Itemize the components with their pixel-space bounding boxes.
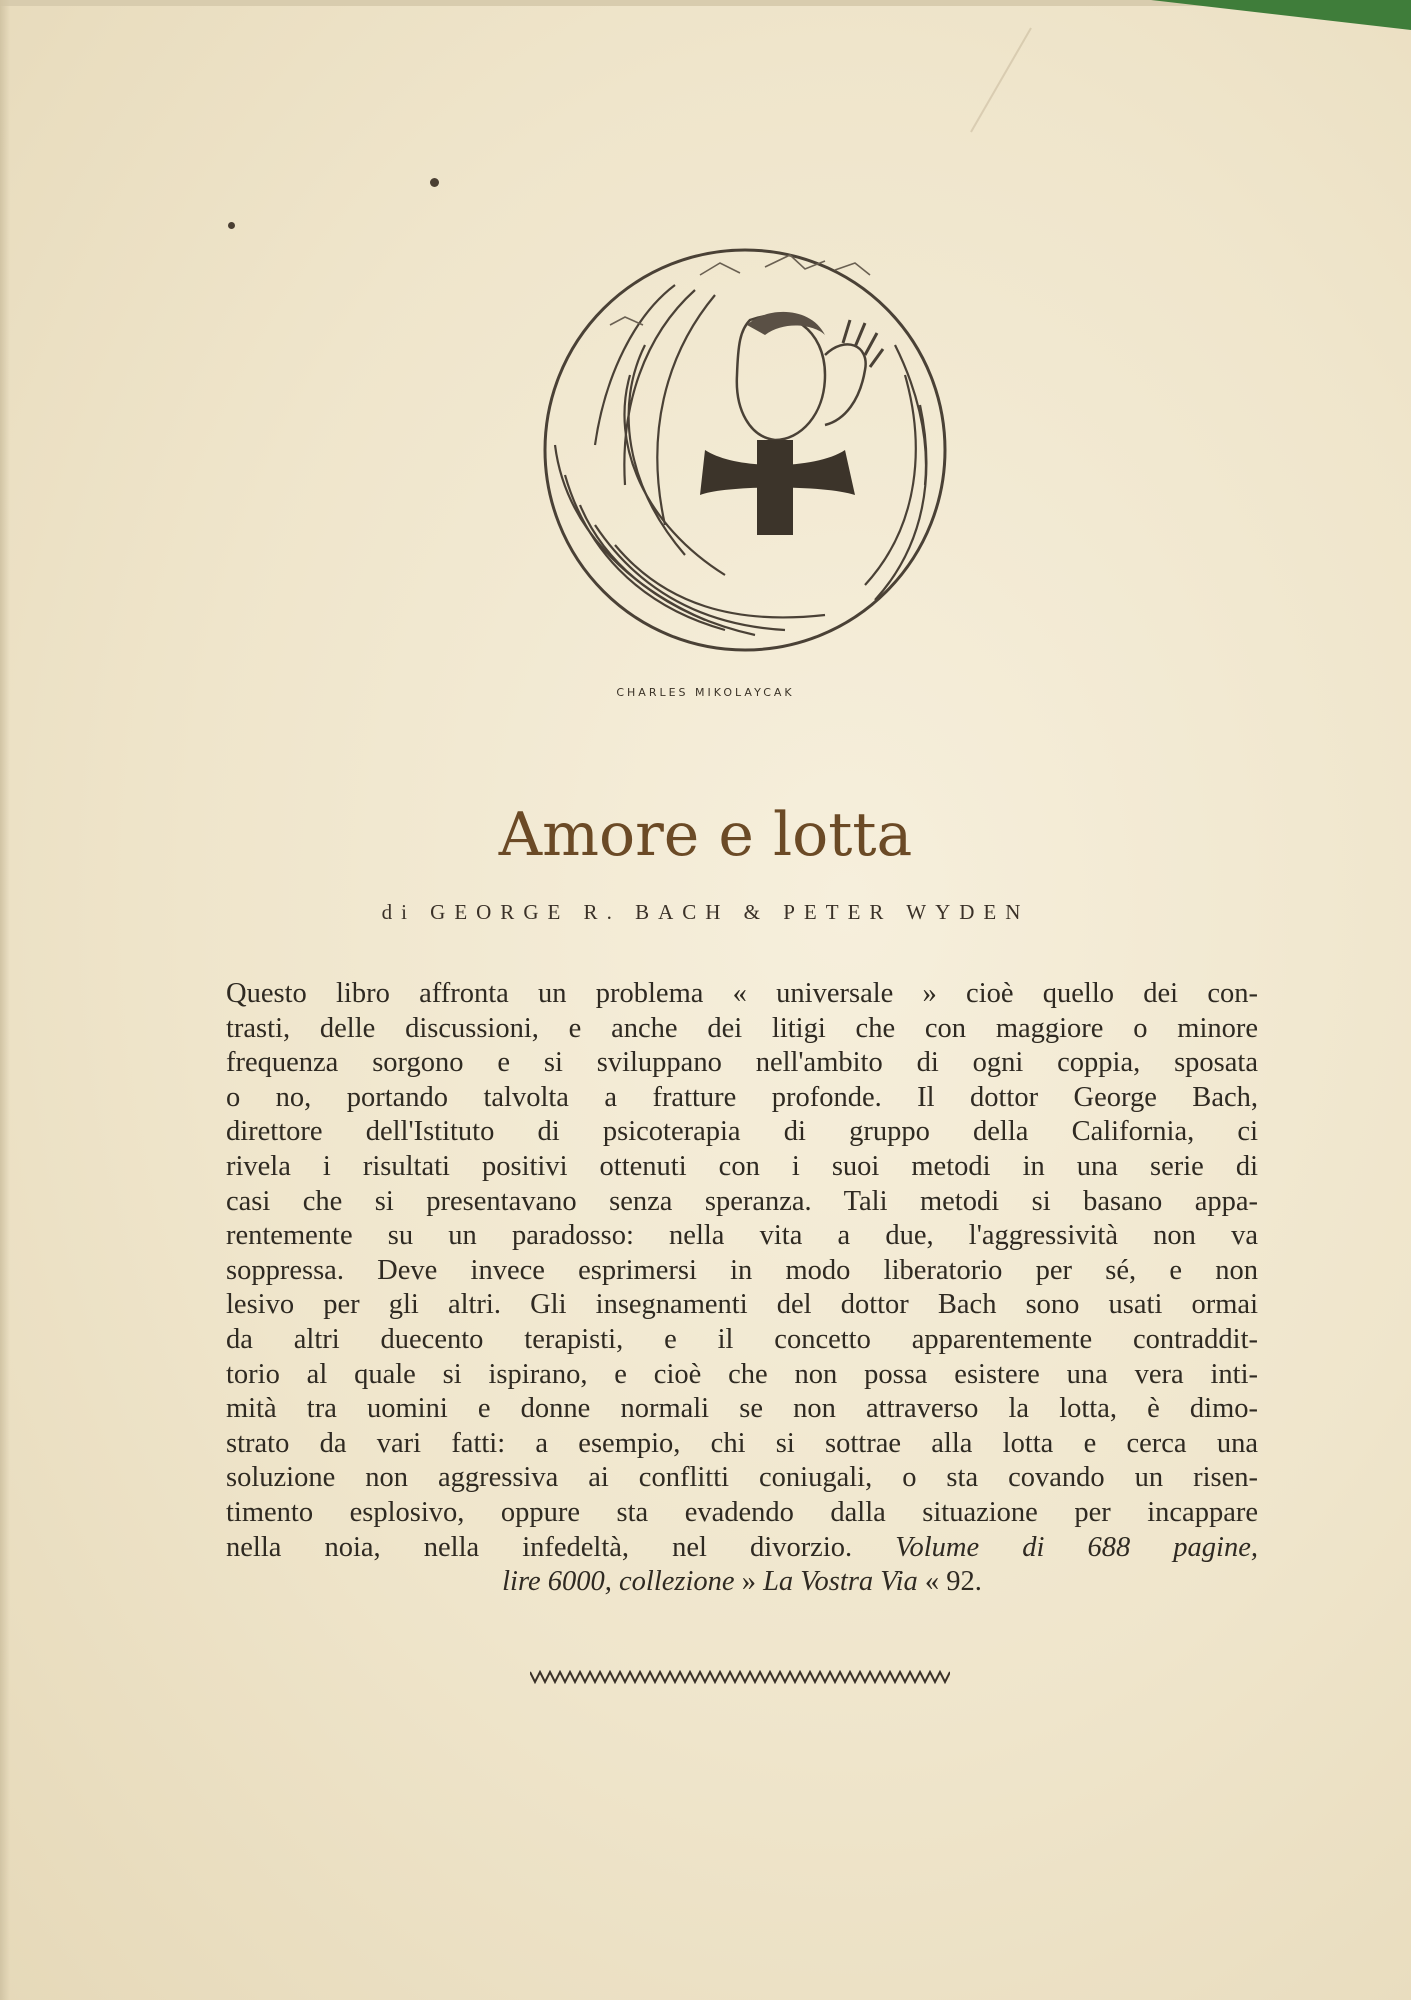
illustrator-credit: CHARLES MIKOLAYCAK: [616, 686, 795, 699]
description-line: [226, 1531, 1258, 1566]
torn-corner: [1151, 0, 1411, 30]
book-authors: di GEORGE R. BACH & PETER WYDEN: [381, 900, 1030, 924]
description-line: mità tra uomini e donne normali se non attraverso la lotta, è dimo-: [226, 1393, 1258, 1425]
embracing-couple-illustration-icon: [525, 225, 965, 665]
description-line: [226, 1565, 1258, 1600]
book-description: [226, 977, 1258, 1600]
description-line: o no, portando talvolta a fratture profonde. Il dottor George Bach,: [226, 1081, 1258, 1113]
description-line: direttore dell'Istituto di psicoterapia di gruppo della California, ci: [226, 1116, 1258, 1148]
collection-name: La Vostra Via: [763, 1566, 918, 1598]
description-line: torio al quale si ispirano, e cioè che non possa esistere una vera inti-: [226, 1358, 1258, 1390]
book-title: Amore e lotta: [498, 800, 913, 870]
description-line: lesivo per gli altri. Gli insegnamenti del dottor Bach sono usati ormai: [226, 1289, 1258, 1321]
description-text: nella noia, nella infedeltà, nel divorzio.: [226, 1531, 896, 1563]
ink-spot: [430, 178, 439, 187]
publication-price: lire 6000, collezione: [502, 1566, 735, 1598]
description-line: timento esplosivo, oppure sta evadendo dalla situazione per incappare: [226, 1496, 1258, 1528]
quote-mark: »: [734, 1566, 764, 1598]
description-line: casi che si presentavano senza speranza. Tali metodi si basano appa-: [226, 1185, 1258, 1217]
ink-spot: [228, 222, 235, 229]
zigzag-ornament-rule-icon: [530, 1670, 950, 1684]
paper-crease: [970, 28, 1032, 133]
left-edge-shadow: [0, 0, 10, 2000]
description-line: rivela i risultati positivi ottenuti con i suoi metodi in una serie di: [226, 1150, 1258, 1182]
description-line: da altri duecento terapisti, e il concetto apparentemente contraddit-: [226, 1323, 1258, 1355]
description-line: strato da vari fatti: a esempio, chi si sottrae alla lotta e cerca una: [226, 1427, 1258, 1459]
description-line: soluzione non aggressiva ai conflitti coniugali, o sta covando un risen-: [226, 1462, 1258, 1494]
collection-number: « 92.: [917, 1566, 982, 1598]
description-line: trasti, delle discussioni, e anche dei litigi che con maggiore o minore: [226, 1012, 1258, 1044]
publication-details: Volume di 688 pagine,: [895, 1531, 1258, 1563]
description-line: rentemente su un paradosso: nella vita a due, l'aggressività non va: [226, 1220, 1258, 1252]
description-line: frequenza sorgono e si sviluppano nell'ambito di ogni coppia, sposata: [226, 1047, 1258, 1079]
description-line: Questo libro affronta un problema « universale » cioè quello dei con-: [226, 978, 1258, 1009]
description-line: soppressa. Deve invece esprimersi in modo liberatorio per sé, e non: [226, 1254, 1258, 1286]
